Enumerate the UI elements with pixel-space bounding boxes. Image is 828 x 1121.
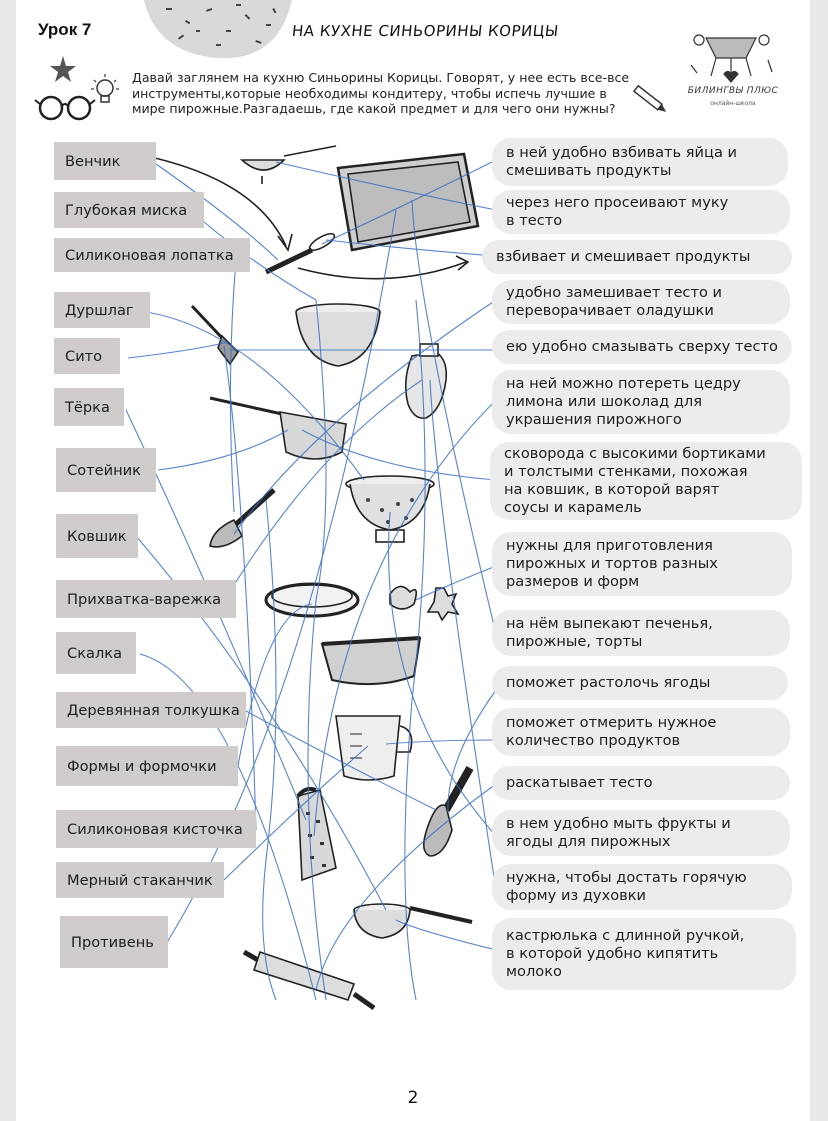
label-silicone-spatula: Силиконовая лопатка xyxy=(54,238,250,272)
description-15: кастрюлька с длинной ручкой, в которой удобно кипятить молоко xyxy=(492,918,796,990)
sieve-icon xyxy=(242,146,336,184)
whisk-icon xyxy=(266,231,337,272)
intro-text: Давай заглянем на кухню Синьорины Корицы. Говорят, у нее есть все-все инструменты,которые необходимы кондитеру, чтобы испечь лучшие в мире пирожные.Разгадаешь, где какой предмет и для чего они нужны? xyxy=(132,70,630,116)
label-silicone-brush: Силиконовая кисточка xyxy=(56,810,256,848)
description-12: раскатывает тесто xyxy=(492,766,790,800)
oven-mitt-icon xyxy=(406,344,447,418)
label-saute-pan: Сотейник xyxy=(56,448,156,492)
label-wooden-masher: Деревянная толкушка xyxy=(56,692,246,728)
label-grater: Тёрка xyxy=(54,388,124,426)
rolling-pin-icon xyxy=(244,952,374,1008)
lesson-number: Урок 7 xyxy=(38,20,92,39)
description-8: нужны для приготовления пирожных и тортов разных размеров и форм xyxy=(492,532,792,596)
description-9: на нём выпекают печенья, пирожные, торты xyxy=(492,610,790,656)
description-3: взбивает и смешивает продукты xyxy=(482,240,792,274)
wooden-masher-icon xyxy=(424,768,470,856)
page-number: 2 xyxy=(407,1088,419,1108)
basting-brush-icon xyxy=(192,306,238,364)
label-baking-tray: Противень xyxy=(60,916,168,968)
arrow-decoration-2 xyxy=(298,256,468,279)
description-4: удобно замешивает тесто и переворачивает оладушки xyxy=(492,280,790,324)
measuring-cup-icon xyxy=(336,716,412,780)
description-10: поможет растолочь ягоды xyxy=(492,666,788,700)
label-oven-mitt: Прихватка-варежка xyxy=(56,580,236,618)
tart-ring-icon xyxy=(266,584,358,616)
description-13: в нем удобно мыть фрукты и ягоды для пирожных xyxy=(492,810,790,856)
label-measuring-cup: Мерный стаканчик xyxy=(56,862,224,898)
cookie-cutters-icon xyxy=(390,586,458,620)
description-6: на ней можно потереть цедру лимона или шоколад для украшения пирожного xyxy=(492,370,790,434)
spatula-icon xyxy=(210,490,274,547)
logo-name: БИЛИНГВЫ ПЛЮС xyxy=(687,86,779,96)
description-2: через него просеивают муку в тесто xyxy=(492,190,790,234)
label-whisk: Венчик xyxy=(54,142,156,180)
label-ladle-pot: Ковшик xyxy=(56,514,138,558)
label-deep-bowl: Глубокая миска xyxy=(54,192,204,228)
bowl-icon xyxy=(296,304,380,366)
label-rolling-pin: Скалка xyxy=(56,632,136,674)
colander-icon xyxy=(346,476,434,542)
loaf-pan-icon xyxy=(322,638,420,684)
description-7: сковорода с высокими бортиками и толстыми стенками, похожая на ковшик, в которой варят соусы и карамель xyxy=(490,442,802,520)
baking-tray-icon xyxy=(338,154,478,250)
description-14: нужна, чтобы достать горячую форму из духовки xyxy=(492,864,792,910)
description-11: поможет отмерить нужное количество продуктов xyxy=(492,708,790,756)
saucepan-icon xyxy=(354,904,472,938)
worksheet-page xyxy=(16,0,810,1121)
label-colander: Дуршлаг xyxy=(54,292,150,328)
label-sieve: Сито xyxy=(54,338,120,374)
label-baking-molds: Формы и формочки xyxy=(56,746,238,786)
saute-pan-icon xyxy=(210,398,346,459)
description-1: в ней удобно взбивать яйца и смешивать продукты xyxy=(492,138,788,186)
logo-subtitle: онлайн-школа xyxy=(710,100,756,107)
grater-icon xyxy=(298,789,336,880)
page-title: НА КУХНЕ СИНЬОРИНЫ КОРИЦЫ xyxy=(291,22,560,40)
description-5: ею удобно смазывать сверху тесто xyxy=(492,330,792,364)
